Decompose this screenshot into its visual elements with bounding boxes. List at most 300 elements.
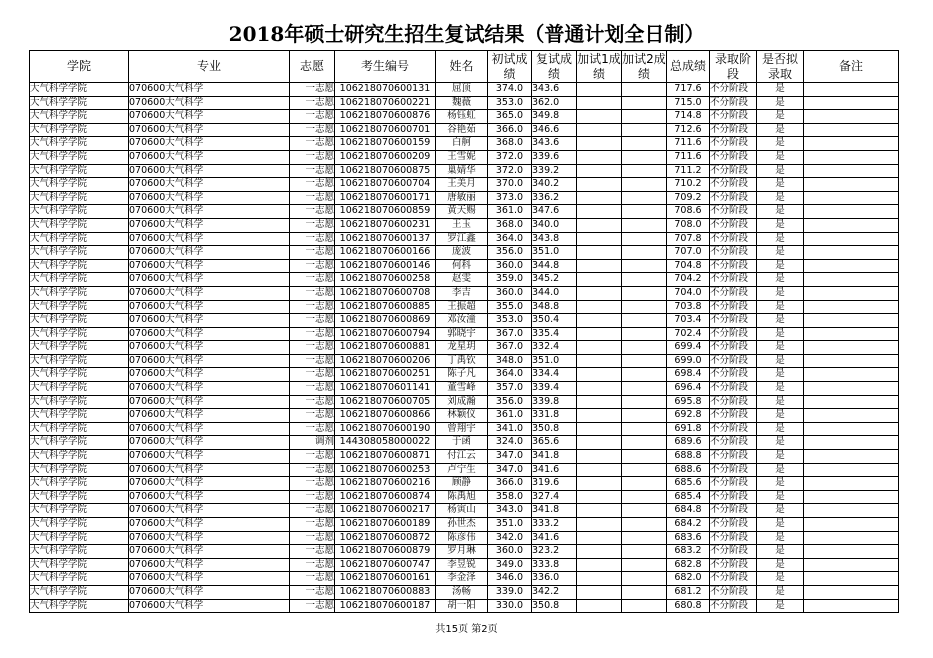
cell-prelim-score: 341.0 xyxy=(488,422,532,436)
cell-admission-stage: 不分阶段 xyxy=(710,327,757,341)
cell-admit-decision: 是 xyxy=(757,246,804,260)
cell-extra1-score xyxy=(577,150,622,164)
cell-extra1-score xyxy=(577,232,622,246)
cell-exam-id: 106218070600217 xyxy=(335,504,436,518)
cell-extra2-score xyxy=(622,518,667,532)
cell-admit-decision: 是 xyxy=(757,354,804,368)
cell-exam-id: 106218070600879 xyxy=(335,545,436,559)
cell-extra1-score xyxy=(577,314,622,328)
table-row xyxy=(30,545,899,559)
cell-retest-score: 340.0 xyxy=(532,218,577,232)
cell-retest-score: 333.8 xyxy=(532,558,577,572)
cell-total-score: 708.0 xyxy=(667,218,710,232)
cell-retest-score: 336.2 xyxy=(532,191,577,205)
cell-college: 大气科学学院 xyxy=(30,599,129,613)
cell-extra1-score xyxy=(577,164,622,178)
header-total-score: 总成绩 xyxy=(667,51,710,83)
cell-name: 谷艳茹 xyxy=(436,123,488,137)
cell-extra2-score xyxy=(622,83,667,97)
cell-name: 王雪妮 xyxy=(436,150,488,164)
cell-admit-decision: 是 xyxy=(757,286,804,300)
cell-exam-id: 106218070600885 xyxy=(335,300,436,314)
cell-extra2-score xyxy=(622,450,667,464)
cell-exam-id: 106218070600747 xyxy=(335,558,436,572)
cell-name: 曾翔宇 xyxy=(436,422,488,436)
cell-college: 大气科学学院 xyxy=(30,409,129,423)
cell-retest-score: 323.2 xyxy=(532,545,577,559)
cell-major: 070600大气科学 xyxy=(129,504,290,518)
cell-retest-score: 351.0 xyxy=(532,354,577,368)
cell-exam-id: 106218070600137 xyxy=(335,232,436,246)
cell-extra1-score xyxy=(577,436,622,450)
cell-extra1-score xyxy=(577,368,622,382)
cell-retest-score: 341.8 xyxy=(532,504,577,518)
cell-college: 大气科学学院 xyxy=(30,96,129,110)
cell-choice: 一志愿 xyxy=(290,382,335,396)
cell-major: 070600大气科学 xyxy=(129,314,290,328)
cell-major: 070600大气科学 xyxy=(129,450,290,464)
cell-retest-score: 327.4 xyxy=(532,490,577,504)
cell-exam-id: 106218070600708 xyxy=(335,286,436,300)
cell-choice: 一志愿 xyxy=(290,504,335,518)
cell-major: 070600大气科学 xyxy=(129,409,290,423)
cell-choice: 一志愿 xyxy=(290,545,335,559)
cell-college: 大气科学学院 xyxy=(30,178,129,192)
cell-extra1-score xyxy=(577,218,622,232)
cell-exam-id: 106218070600876 xyxy=(335,110,436,124)
cell-college: 大气科学学院 xyxy=(30,205,129,219)
cell-admit-decision: 是 xyxy=(757,382,804,396)
cell-retest-score: 339.6 xyxy=(532,150,577,164)
cell-college: 大气科学学院 xyxy=(30,436,129,450)
cell-remark xyxy=(804,477,899,491)
cell-total-score: 704.2 xyxy=(667,273,710,287)
cell-admit-decision: 是 xyxy=(757,450,804,464)
cell-extra1-score xyxy=(577,382,622,396)
cell-major: 070600大气科学 xyxy=(129,436,290,450)
cell-prelim-score: 361.0 xyxy=(488,205,532,219)
cell-total-score: 683.2 xyxy=(667,545,710,559)
cell-exam-id: 106218070600159 xyxy=(335,137,436,151)
cell-college: 大气科学学院 xyxy=(30,504,129,518)
cell-remark xyxy=(804,246,899,260)
cell-admission-stage: 不分阶段 xyxy=(710,164,757,178)
cell-exam-id: 106218070600171 xyxy=(335,191,436,205)
cell-extra1-score xyxy=(577,300,622,314)
cell-retest-score: 343.6 xyxy=(532,83,577,97)
table-row xyxy=(30,164,899,178)
cell-exam-id: 106218070600871 xyxy=(335,450,436,464)
cell-total-score: 702.4 xyxy=(667,327,710,341)
cell-extra2-score xyxy=(622,137,667,151)
table-row xyxy=(30,191,899,205)
cell-total-score: 685.4 xyxy=(667,490,710,504)
table-row xyxy=(30,259,899,273)
cell-retest-score: 365.6 xyxy=(532,436,577,450)
cell-total-score: 708.6 xyxy=(667,205,710,219)
cell-retest-score: 341.6 xyxy=(532,463,577,477)
cell-extra2-score xyxy=(622,259,667,273)
cell-prelim-score: 353.0 xyxy=(488,314,532,328)
cell-remark xyxy=(804,572,899,586)
cell-exam-id: 106218070600869 xyxy=(335,314,436,328)
cell-extra2-score xyxy=(622,409,667,423)
cell-choice: 一志愿 xyxy=(290,83,335,97)
cell-choice: 一志愿 xyxy=(290,354,335,368)
cell-college: 大气科学学院 xyxy=(30,83,129,97)
cell-college: 大气科学学院 xyxy=(30,585,129,599)
cell-college: 大气科学学院 xyxy=(30,150,129,164)
table-row xyxy=(30,450,899,464)
cell-choice: 一志愿 xyxy=(290,450,335,464)
cell-prelim-score: 372.0 xyxy=(488,150,532,164)
cell-exam-id: 106218070600253 xyxy=(335,463,436,477)
cell-college: 大气科学学院 xyxy=(30,463,129,477)
cell-remark xyxy=(804,382,899,396)
cell-college: 大气科学学院 xyxy=(30,273,129,287)
cell-admission-stage: 不分阶段 xyxy=(710,110,757,124)
page-footer: 共15页 第2页 xyxy=(435,624,498,635)
cell-admission-stage: 不分阶段 xyxy=(710,218,757,232)
cell-name: 杨钰虹 xyxy=(436,110,488,124)
cell-admission-stage: 不分阶段 xyxy=(710,518,757,532)
cell-major: 070600大气科学 xyxy=(129,599,290,613)
cell-extra1-score xyxy=(577,450,622,464)
cell-extra2-score xyxy=(622,368,667,382)
cell-name: 付江云 xyxy=(436,450,488,464)
cell-choice: 一志愿 xyxy=(290,327,335,341)
cell-total-score: 711.6 xyxy=(667,137,710,151)
cell-remark xyxy=(804,259,899,273)
cell-remark xyxy=(804,314,899,328)
cell-name: 丁禹钦 xyxy=(436,354,488,368)
cell-admission-stage: 不分阶段 xyxy=(710,382,757,396)
header-prelim-score: 初试成绩 xyxy=(488,51,532,83)
cell-admission-stage: 不分阶段 xyxy=(710,368,757,382)
table-row xyxy=(30,314,899,328)
cell-college: 大气科学学院 xyxy=(30,246,129,260)
cell-extra1-score xyxy=(577,178,622,192)
cell-admit-decision: 是 xyxy=(757,205,804,219)
cell-extra1-score xyxy=(577,83,622,97)
cell-admit-decision: 是 xyxy=(757,341,804,355)
cell-total-score: 689.6 xyxy=(667,436,710,450)
cell-prelim-score: 367.0 xyxy=(488,327,532,341)
cell-prelim-score: 365.0 xyxy=(488,110,532,124)
cell-admission-stage: 不分阶段 xyxy=(710,83,757,97)
cell-prelim-score: 348.0 xyxy=(488,354,532,368)
cell-college: 大气科学学院 xyxy=(30,558,129,572)
cell-extra1-score xyxy=(577,518,622,532)
cell-retest-score: 333.2 xyxy=(532,518,577,532)
cell-remark xyxy=(804,137,899,151)
cell-total-score: 717.6 xyxy=(667,83,710,97)
cell-admission-stage: 不分阶段 xyxy=(710,558,757,572)
cell-remark xyxy=(804,450,899,464)
table-row xyxy=(30,409,899,423)
cell-remark xyxy=(804,300,899,314)
cell-retest-score: 341.8 xyxy=(532,450,577,464)
cell-prelim-score: 351.0 xyxy=(488,518,532,532)
cell-admit-decision: 是 xyxy=(757,191,804,205)
cell-extra2-score xyxy=(622,110,667,124)
cell-major: 070600大气科学 xyxy=(129,558,290,572)
cell-exam-id: 106218070600190 xyxy=(335,422,436,436)
cell-admission-stage: 不分阶段 xyxy=(710,259,757,273)
table-row xyxy=(30,341,899,355)
cell-admission-stage: 不分阶段 xyxy=(710,354,757,368)
cell-name: 罗月琳 xyxy=(436,545,488,559)
cell-admit-decision: 是 xyxy=(757,585,804,599)
cell-exam-id: 106218070600161 xyxy=(335,572,436,586)
cell-major: 070600大气科学 xyxy=(129,518,290,532)
cell-major: 070600大气科学 xyxy=(129,164,290,178)
cell-extra2-score xyxy=(622,300,667,314)
table-row xyxy=(30,246,899,260)
cell-extra1-score xyxy=(577,259,622,273)
cell-name: 罗江鑫 xyxy=(436,232,488,246)
cell-retest-score: 344.0 xyxy=(532,286,577,300)
cell-college: 大气科学学院 xyxy=(30,395,129,409)
cell-college: 大气科学学院 xyxy=(30,490,129,504)
cell-extra1-score xyxy=(577,110,622,124)
cell-choice: 一志愿 xyxy=(290,218,335,232)
cell-extra2-score xyxy=(622,205,667,219)
cell-extra2-score xyxy=(622,246,667,260)
cell-total-score: 695.8 xyxy=(667,395,710,409)
cell-prelim-score: 356.0 xyxy=(488,246,532,260)
cell-remark xyxy=(804,327,899,341)
cell-extra2-score xyxy=(622,585,667,599)
cell-remark xyxy=(804,545,899,559)
cell-major: 070600大气科学 xyxy=(129,382,290,396)
cell-prelim-score: 368.0 xyxy=(488,218,532,232)
cell-extra1-score xyxy=(577,599,622,613)
cell-name: 李吉 xyxy=(436,286,488,300)
cell-exam-id: 106218070600251 xyxy=(335,368,436,382)
cell-choice: 一志愿 xyxy=(290,110,335,124)
cell-prelim-score: 342.0 xyxy=(488,531,532,545)
header-row xyxy=(30,51,899,83)
cell-admit-decision: 是 xyxy=(757,83,804,97)
cell-remark xyxy=(804,490,899,504)
table-row xyxy=(30,218,899,232)
cell-remark xyxy=(804,150,899,164)
header-extra1-score: 加试1成绩 xyxy=(577,51,621,81)
cell-admission-stage: 不分阶段 xyxy=(710,191,757,205)
cell-admit-decision: 是 xyxy=(757,572,804,586)
cell-major: 070600大气科学 xyxy=(129,96,290,110)
cell-choice: 一志愿 xyxy=(290,531,335,545)
cell-prelim-score: 356.0 xyxy=(488,395,532,409)
cell-total-score: 703.8 xyxy=(667,300,710,314)
table-row xyxy=(30,558,899,572)
cell-choice: 一志愿 xyxy=(290,422,335,436)
cell-remark xyxy=(804,436,899,450)
cell-choice: 一志愿 xyxy=(290,477,335,491)
cell-retest-score: 336.0 xyxy=(532,572,577,586)
cell-total-score: 680.8 xyxy=(667,599,710,613)
cell-admit-decision: 是 xyxy=(757,96,804,110)
cell-admit-decision: 是 xyxy=(757,368,804,382)
cell-name: 郭晓宇 xyxy=(436,327,488,341)
cell-name: 魏薇 xyxy=(436,96,488,110)
cell-admit-decision: 是 xyxy=(757,490,804,504)
cell-extra1-score xyxy=(577,545,622,559)
cell-admit-decision: 是 xyxy=(757,218,804,232)
cell-choice: 一志愿 xyxy=(290,246,335,260)
cell-choice: 一志愿 xyxy=(290,232,335,246)
cell-remark xyxy=(804,123,899,137)
cell-extra1-score xyxy=(577,504,622,518)
cell-major: 070600大气科学 xyxy=(129,191,290,205)
cell-remark xyxy=(804,83,899,97)
cell-choice: 一志愿 xyxy=(290,585,335,599)
table-row xyxy=(30,354,899,368)
cell-admission-stage: 不分阶段 xyxy=(710,450,757,464)
cell-name: 黄天赐 xyxy=(436,205,488,219)
cell-prelim-score: 367.0 xyxy=(488,341,532,355)
cell-admit-decision: 是 xyxy=(757,273,804,287)
cell-name: 王玉 xyxy=(436,218,488,232)
cell-choice: 一志愿 xyxy=(290,490,335,504)
cell-name: 孙世杰 xyxy=(436,518,488,532)
cell-admit-decision: 是 xyxy=(757,137,804,151)
cell-major: 070600大气科学 xyxy=(129,110,290,124)
cell-college: 大气科学学院 xyxy=(30,368,129,382)
cell-exam-id: 106218070600189 xyxy=(335,518,436,532)
cell-choice: 一志愿 xyxy=(290,395,335,409)
header-retest-score: 复试成绩 xyxy=(532,51,577,83)
cell-admission-stage: 不分阶段 xyxy=(710,477,757,491)
table-row xyxy=(30,436,899,450)
cell-remark xyxy=(804,286,899,300)
table-row xyxy=(30,395,899,409)
cell-extra2-score xyxy=(622,395,667,409)
cell-exam-id: 106218070600258 xyxy=(335,273,436,287)
cell-total-score: 712.6 xyxy=(667,123,710,137)
cell-remark xyxy=(804,178,899,192)
cell-exam-id: 106218070600166 xyxy=(335,246,436,260)
cell-major: 070600大气科学 xyxy=(129,178,290,192)
cell-admit-decision: 是 xyxy=(757,504,804,518)
cell-college: 大气科学学院 xyxy=(30,218,129,232)
cell-exam-id: 106218070600206 xyxy=(335,354,436,368)
cell-remark xyxy=(804,585,899,599)
cell-major: 070600大气科学 xyxy=(129,463,290,477)
cell-total-score: 683.6 xyxy=(667,531,710,545)
table-row xyxy=(30,123,899,137)
cell-total-score: 704.8 xyxy=(667,259,710,273)
cell-prelim-score: 346.0 xyxy=(488,572,532,586)
cell-extra1-score xyxy=(577,205,622,219)
cell-extra2-score xyxy=(622,123,667,137)
cell-extra1-score xyxy=(577,191,622,205)
cell-major: 070600大气科学 xyxy=(129,395,290,409)
cell-college: 大气科学学院 xyxy=(30,314,129,328)
cell-extra2-score xyxy=(622,382,667,396)
cell-prelim-score: 364.0 xyxy=(488,232,532,246)
cell-total-score: 707.0 xyxy=(667,246,710,260)
cell-remark xyxy=(804,368,899,382)
cell-major: 070600大气科学 xyxy=(129,341,290,355)
table-row xyxy=(30,110,899,124)
cell-total-score: 704.0 xyxy=(667,286,710,300)
cell-admission-stage: 不分阶段 xyxy=(710,341,757,355)
cell-exam-id: 106218070600872 xyxy=(335,531,436,545)
cell-remark xyxy=(804,341,899,355)
cell-choice: 一志愿 xyxy=(290,259,335,273)
cell-prelim-score: 366.0 xyxy=(488,477,532,491)
cell-admit-decision: 是 xyxy=(757,599,804,613)
cell-name: 陈禹旭 xyxy=(436,490,488,504)
cell-exam-id: 106218070600704 xyxy=(335,178,436,192)
cell-admission-stage: 不分阶段 xyxy=(710,409,757,423)
header-choice: 志愿 xyxy=(290,51,335,83)
cell-choice: 一志愿 xyxy=(290,137,335,151)
cell-remark xyxy=(804,191,899,205)
cell-name: 陈子凡 xyxy=(436,368,488,382)
header-extra2-score: 加试2成绩 xyxy=(622,51,666,81)
cell-remark xyxy=(804,164,899,178)
cell-extra2-score xyxy=(622,490,667,504)
table-row xyxy=(30,490,899,504)
table-row xyxy=(30,518,899,532)
cell-name: 李金泽 xyxy=(436,572,488,586)
cell-remark xyxy=(804,599,899,613)
cell-major: 070600大气科学 xyxy=(129,137,290,151)
cell-retest-score: 349.8 xyxy=(532,110,577,124)
cell-total-score: 688.6 xyxy=(667,463,710,477)
cell-name: 屈顶 xyxy=(436,83,488,97)
cell-extra2-score xyxy=(622,477,667,491)
cell-admit-decision: 是 xyxy=(757,259,804,273)
cell-admit-decision: 是 xyxy=(757,545,804,559)
cell-college: 大气科学学院 xyxy=(30,232,129,246)
cell-exam-id: 106218070600881 xyxy=(335,341,436,355)
cell-admission-stage: 不分阶段 xyxy=(710,422,757,436)
cell-retest-score: 319.6 xyxy=(532,477,577,491)
cell-admit-decision: 是 xyxy=(757,422,804,436)
cell-exam-id: 106218070600705 xyxy=(335,395,436,409)
cell-college: 大气科学学院 xyxy=(30,164,129,178)
cell-extra2-score xyxy=(622,558,667,572)
cell-choice: 一志愿 xyxy=(290,286,335,300)
cell-major: 070600大气科学 xyxy=(129,205,290,219)
cell-college: 大气科学学院 xyxy=(30,286,129,300)
cell-extra2-score xyxy=(622,191,667,205)
cell-name: 陈彦伟 xyxy=(436,531,488,545)
cell-choice: 一志愿 xyxy=(290,191,335,205)
cell-exam-id: 106218070600875 xyxy=(335,164,436,178)
cell-choice: 一志愿 xyxy=(290,599,335,613)
cell-admission-stage: 不分阶段 xyxy=(710,178,757,192)
cell-prelim-score: 360.0 xyxy=(488,259,532,273)
cell-extra1-score xyxy=(577,96,622,110)
cell-exam-id: 106218070600701 xyxy=(335,123,436,137)
cell-major: 070600大气科学 xyxy=(129,259,290,273)
cell-prelim-score: 355.0 xyxy=(488,300,532,314)
cell-retest-score: 342.2 xyxy=(532,585,577,599)
header-college: 学院 xyxy=(30,51,129,83)
cell-remark xyxy=(804,463,899,477)
cell-name: 董雪峰 xyxy=(436,382,488,396)
cell-admission-stage: 不分阶段 xyxy=(710,232,757,246)
cell-remark xyxy=(804,395,899,409)
cell-exam-id: 106218070600209 xyxy=(335,150,436,164)
cell-admission-stage: 不分阶段 xyxy=(710,286,757,300)
cell-prelim-score: 343.0 xyxy=(488,504,532,518)
